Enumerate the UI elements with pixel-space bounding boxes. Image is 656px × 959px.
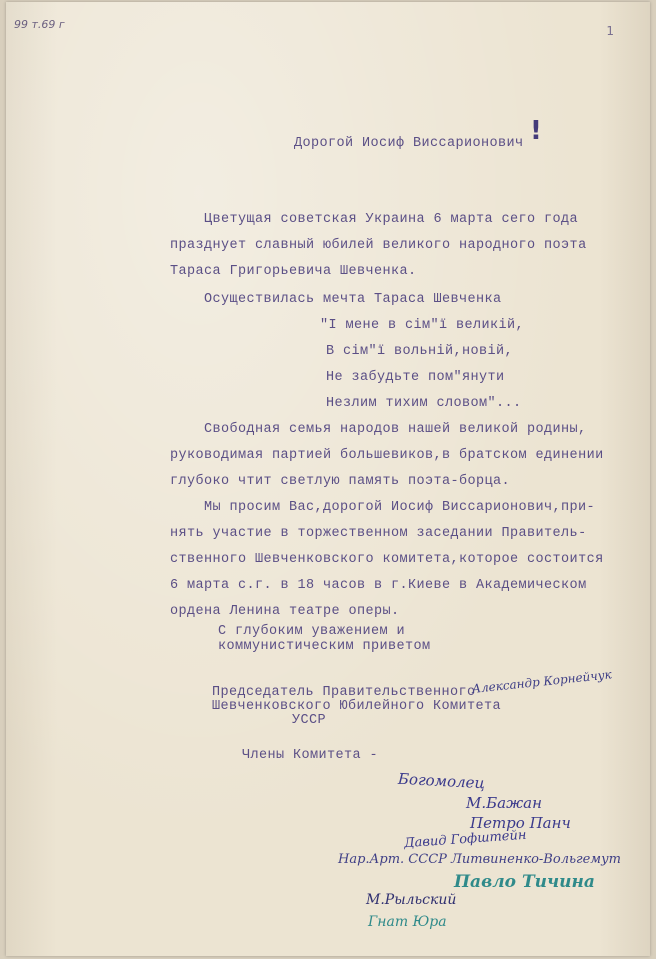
poem-line4: Незлим тихим словом"... xyxy=(326,396,522,411)
members-label: Члены Комитета - xyxy=(242,748,379,763)
chair-title-line2: Шевченковского Юбилейного Комитета xyxy=(212,699,502,714)
poem-line3: Не забудьте пом"янути xyxy=(326,370,505,385)
poem-line2: В сім"ї вольній,новій, xyxy=(326,344,514,359)
paragraph3-line5: ордена Ленина театре оперы. xyxy=(170,604,400,619)
paragraph2-line1: Свободная семья народов нашей великой родины, xyxy=(204,422,587,437)
paragraph1-line3: Тараса Григорьевича Шевченка. xyxy=(170,264,417,279)
signature-rylsky: М.Рыльский xyxy=(366,892,457,908)
chair-signature: Александр Корнейчук xyxy=(471,667,613,696)
signature-hofshtein: Давид Гофштейн xyxy=(403,827,527,852)
signature-bazhan: М.Бажан xyxy=(466,794,542,812)
signature-bogomolets: Богомолец xyxy=(397,769,486,793)
signature-lytvynenko: Нар.Арт. СССР Литвиненко-Вольгемут xyxy=(338,852,621,867)
paragraph1-line2: празднует славный юбилей великого народного поэта xyxy=(170,238,587,253)
salutation-exclamation: ! xyxy=(530,116,542,146)
salutation-text: Дорогой Иосиф Виссарионович xyxy=(294,136,524,151)
closing-line1: С глубоким уважением и xyxy=(218,624,406,639)
paragraph1-line1: Цветущая советская Украина 6 марта сего года xyxy=(204,212,579,227)
paragraph3-line4: 6 марта с.г. в 18 часов в г.Киеве в Академическом xyxy=(170,578,587,593)
chair-title-line3: УССР xyxy=(292,713,327,728)
paragraph3-line2: нять участие в торжественном заседании Правитель- xyxy=(170,526,587,541)
archive-mark: 99 т.69 г xyxy=(14,18,65,31)
chair-title-line1: Председатель Правительственного xyxy=(212,685,476,700)
poem-line1: "І мене в сім"ї великій, xyxy=(320,318,525,333)
paragraph2-line3: глубоко чтит светлую память поэта-борца. xyxy=(170,474,511,489)
closing-line2: коммунистическим приветом xyxy=(218,639,431,654)
paragraph3-line1: Мы просим Вас,дорогой Иосиф Виссарионович,при- xyxy=(204,500,596,515)
dream-line: Осуществилась мечта Тараса Шевченка xyxy=(204,292,502,307)
signature-yura: Гнат Юра xyxy=(368,914,447,930)
salutation xyxy=(294,136,524,151)
signature-tychyna: Павло Тичина xyxy=(454,872,595,892)
page-number: 1 xyxy=(606,24,614,38)
document-page xyxy=(6,2,650,956)
paragraph3-line3: ственного Шевченковского комитета,которое состоится xyxy=(170,552,604,567)
signature-panch: Петро Панч xyxy=(470,814,571,832)
paragraph2-line2: руководимая партией большевиков,в братском единении xyxy=(170,448,604,463)
